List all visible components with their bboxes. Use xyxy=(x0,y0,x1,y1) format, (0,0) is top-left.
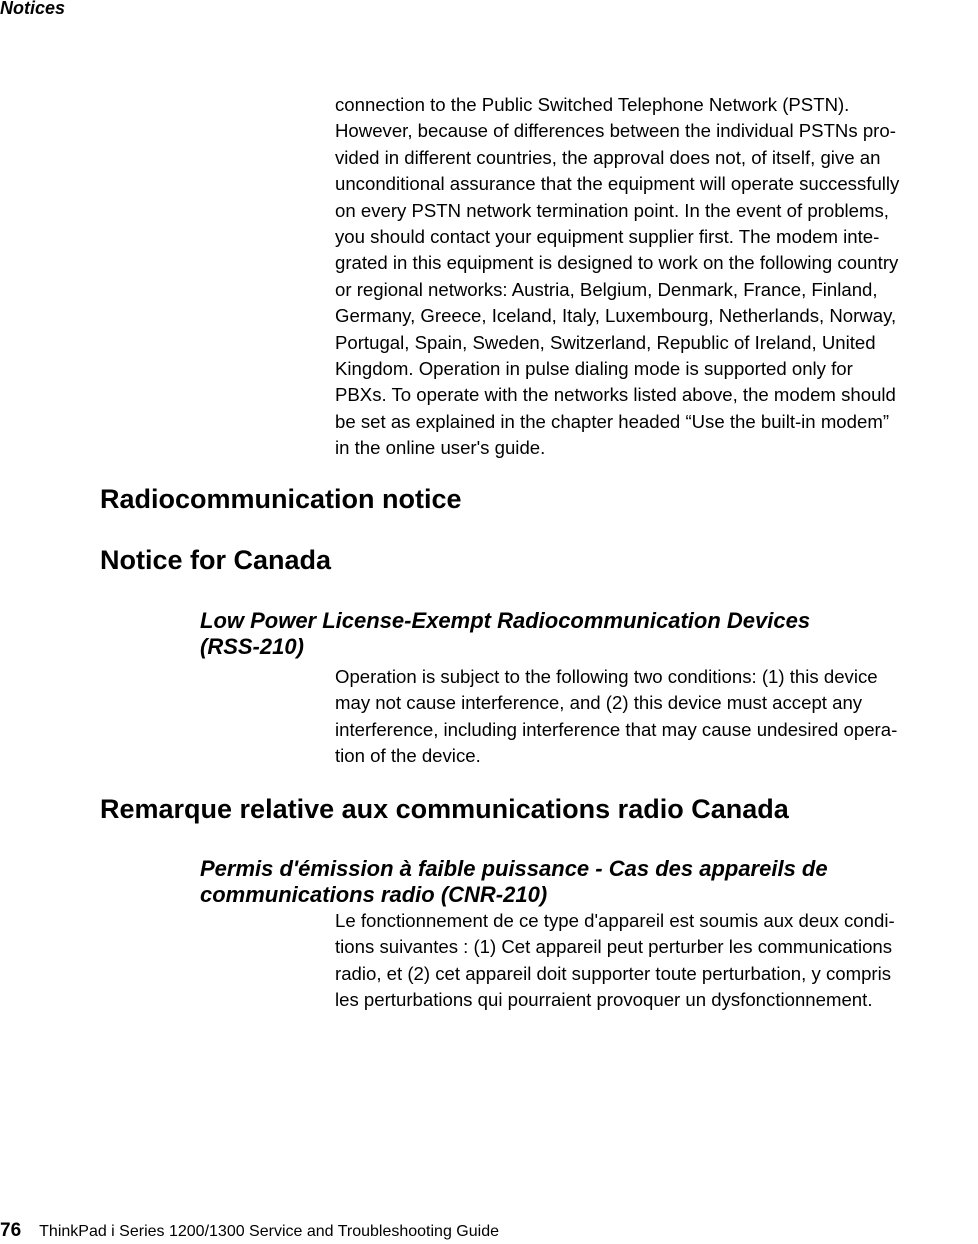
subheading-line: communications radio (CNR-210) xyxy=(200,882,548,907)
paragraph-line: PBXs. To operate with the networks listed above, the modem should xyxy=(335,384,896,406)
subheading-line: Permis d'émission à faible puissance - Cas des appareils de xyxy=(200,856,828,881)
paragraph-line: Le fonctionnement de ce type d'appareil est soumis aux deux condi- xyxy=(335,910,895,931)
paragraph-line: in the online user's guide. xyxy=(335,437,546,459)
canada-paragraph xyxy=(335,664,978,770)
paragraph-line: However, because of differences between the individual PSTNs pro- xyxy=(335,120,896,142)
paragraph-line: Germany, Greece, Iceland, Italy, Luxembourg, Netherlands, Norway, xyxy=(335,305,897,327)
paragraph-line: tions suivantes : (1) Cet appareil peut perturber les communications xyxy=(335,936,893,958)
paragraph-line: interference, including interference that may cause undesired opera- xyxy=(335,718,898,740)
paragraph-line: unconditional assurance that the equipment will operate successfully xyxy=(335,173,900,195)
subheading-line: Low Power License-Exempt Radiocommunication Devices xyxy=(200,608,811,633)
paragraph-line: you should contact your equipment supplier first. The modem inte- xyxy=(335,226,880,248)
paragraph-line: be set as explained in the chapter headed “Use the built-in modem” xyxy=(335,410,890,432)
paragraph-line: les perturbations qui pourraient provoquer un dysfonctionnement. xyxy=(335,989,873,1011)
remarque-paragraph xyxy=(335,908,978,1014)
paragraph-line: or regional networks: Austria, Belgium, Denmark, France, Finland, xyxy=(335,278,878,300)
canada-subheading xyxy=(200,608,810,660)
paragraph-line: radio, et (2) cet appareil doit supporter toute perturbation, y compris xyxy=(335,962,892,984)
paragraph-line: Operation is subject to the following two conditions: (1) this device xyxy=(335,666,878,687)
paragraph-line: connection to the Public Switched Telephone Network (PSTN). xyxy=(335,94,850,115)
paragraph-line: grated in this equipment is designed to work on the following country xyxy=(335,252,899,274)
pstn-paragraph xyxy=(335,92,978,462)
book-title: ThinkPad i Series 1200/1300 Service and Troubleshooting Guide xyxy=(39,1223,499,1240)
page-number: 76 xyxy=(0,1220,22,1241)
paragraph-line: tion of the device. xyxy=(335,745,481,767)
subheading-line: (RSS-210) xyxy=(200,634,304,659)
remarque-subheading xyxy=(200,856,828,908)
paragraph-line: Kingdom. Operation in pulse dialing mode is supported only for xyxy=(335,358,853,380)
canada-heading: Notice for Canada xyxy=(100,545,332,575)
paragraph-line: may not cause interference, and (2) this device must accept any xyxy=(335,692,863,714)
radiocommunication-heading: Radiocommunication notice xyxy=(100,484,462,514)
paragraph-line: on every PSTN network termination point. In the event of problems, xyxy=(335,199,889,221)
running-head: Notices xyxy=(0,0,66,18)
paragraph-line: Portugal, Spain, Sweden, Switzerland, Republic of Ireland, United xyxy=(335,331,876,353)
remarque-heading: Remarque relative aux communications radio Canada xyxy=(100,794,789,824)
paragraph-line: vided in different countries, the approval does not, of itself, give an xyxy=(335,146,881,168)
page-footer xyxy=(0,1220,499,1242)
